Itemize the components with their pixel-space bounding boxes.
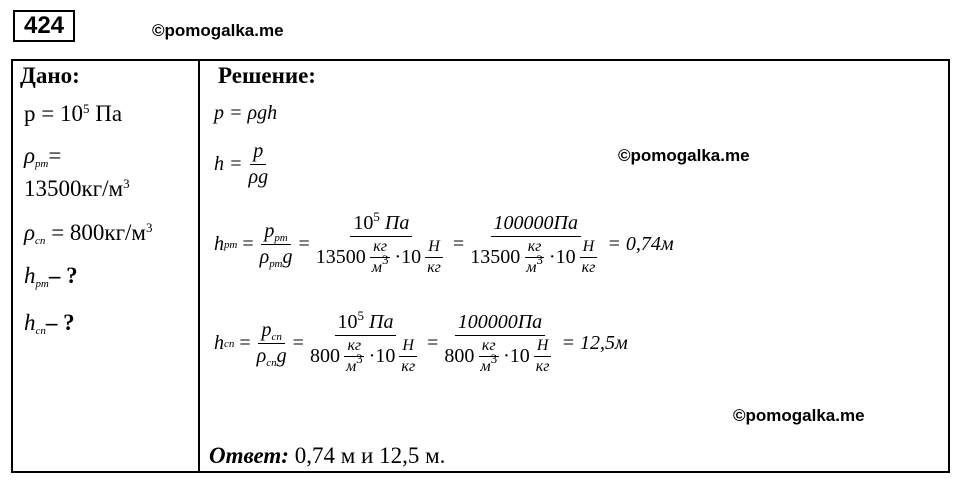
watermark-top: ©pomogalka.me xyxy=(152,21,284,40)
equation-pressure: p = ρgh xyxy=(214,102,278,124)
column-divider xyxy=(198,59,200,471)
answer-line: Ответ: 0,74 м и 12,5 м. xyxy=(209,443,446,468)
given-find-h-sp: $h_{сп}-$ ? xyxy=(24,310,75,337)
problem-number: 424 xyxy=(13,10,75,42)
given-pressure: $p = 10^5$ Па xyxy=(24,101,123,126)
watermark-middle: ©pomogalka.me xyxy=(618,146,750,165)
equation-h-sp: h сп = $\frac{p_{сп}}{\rho_{сп}g}$ = $10^5$ Па 800 $\frac{кг}{м^3}$ ·10 $\frac{Н}{кг}$ = 100000Па 800 $\frac{кг}{м^3}$ ·10 $\frac{Н}{кг}$ = 12,5м xyxy=(214,308,628,376)
solution-heading: Решение: xyxy=(218,63,316,88)
watermark-bottom: ©pomogalka.me xyxy=(733,406,865,425)
given-rho-sp: $\rho_{сп} = 800кг/м^3$ xyxy=(24,220,153,247)
given-rho-rt-label: $\rho_{рт}=$ xyxy=(24,143,62,170)
given-heading: Дано: xyxy=(20,63,80,88)
given-find-h-rt: $h_{рт}-$ ? xyxy=(24,263,78,290)
given-rho-rt-value: $13500кг/м^3$ xyxy=(24,176,130,201)
equation-h-rt: h рт = $\frac{p_{рт}}{\rho_{рт}g}$ = $10^5$ Па 13500 $\frac{кг}{м^3}$ ·10 $\frac{Н}{кг}$ = 100000Па 13500 $\frac{кг}{м^3}$ ·10 $\frac{Н}{кг}$ = 0,74м xyxy=(214,209,674,277)
equation-height: h = $\frac{p}{\rho g}$ xyxy=(214,140,269,188)
